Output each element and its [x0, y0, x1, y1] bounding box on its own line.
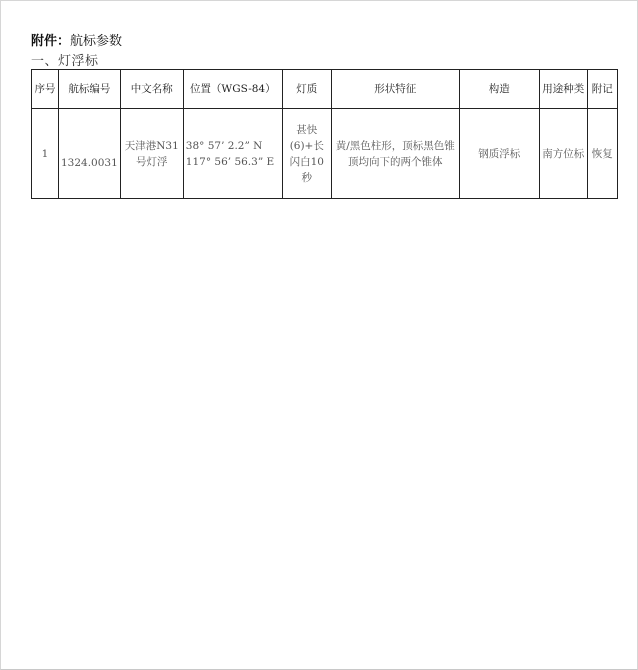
- header-code: 航标编号: [59, 70, 121, 109]
- header-name: 中文名称: [120, 70, 183, 109]
- header-shape: 形状特征: [331, 70, 459, 109]
- attachment-title: [31, 30, 122, 49]
- cell-name: 天津港N31号灯浮: [120, 109, 183, 199]
- header-light: 灯质: [282, 70, 331, 109]
- buoy-table: [31, 69, 618, 199]
- cell-code: 1324.0031: [59, 109, 121, 199]
- cell-position: [183, 109, 282, 199]
- section-title: 一、灯浮标: [31, 54, 99, 69]
- table-row: [32, 109, 618, 199]
- cell-usage: 南方位标: [539, 109, 587, 199]
- attachment-title-text: 航标参数: [70, 34, 123, 49]
- header-position: 位置（WGS-84）: [183, 70, 282, 109]
- cell-position-lat: 38° 57’ 2.2” N: [185, 139, 263, 152]
- cell-no: 1: [32, 109, 59, 199]
- cell-light: 甚快(6)+长闪白10秒: [282, 109, 331, 199]
- cell-shape: 黄/黑色柱形，顶标黑色锥顶均向下的两个锥体: [331, 109, 459, 199]
- header-usage: 用途种类: [539, 70, 587, 109]
- attachment-label: 附件：: [31, 34, 71, 49]
- cell-remark: 恢复: [587, 109, 617, 199]
- header-no: 序号: [32, 70, 59, 109]
- cell-position-lon: 117° 56’ 56.3” E: [185, 155, 275, 168]
- header-structure: 构造: [459, 70, 539, 109]
- table-header-row: [32, 70, 618, 109]
- cell-structure: 钢质浮标: [459, 109, 539, 199]
- header-remark: 附记: [587, 70, 617, 109]
